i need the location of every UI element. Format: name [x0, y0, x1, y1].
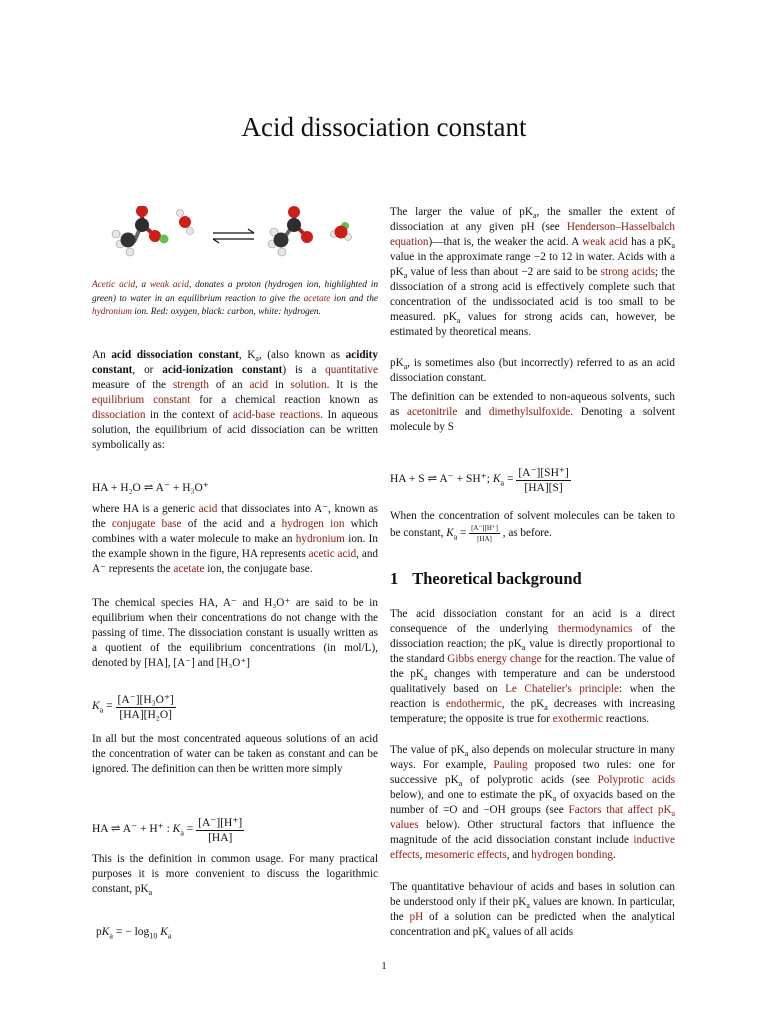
- equation-ka-water: $K_a$ = $\frac{\text{[A⁻][H₃O⁺]}}{\text{[HA][H₂O]}}$: [92, 694, 174, 721]
- link-acid-base-reactions[interactable]: acid-base reactions: [232, 409, 321, 421]
- link-conjugate-base[interactable]: conjugate base: [111, 518, 182, 530]
- structure-paragraph: The value of $pK_a$ also depends on molecular structure in many ways. For example, Pauling proposed two rules: one for successive $pK_a$ of polyprotic acids (see Polyprotic acids below), and one to estimate the $pK_a$ of oxyacids based on the number of =O and −OH groups (see Factors that affect $pK_a$ values below). Other structural factors that influence the magnitude of the acid dissociation constant include inductive effects, mesomeric effects, and hydrogen bonding.: [390, 744, 676, 861]
- link-acetic-acid-2[interactable]: acetic acid: [308, 548, 357, 560]
- quantitative-paragraph: The quantitative behaviour of acids and bases in solution can be understood only if their $pK_a$ values are known. In particular, the pH of a solution can be predicted when the analytical concentration and $pK_a$ values of all acids: [390, 881, 675, 941]
- link-endothermic[interactable]: endothermic: [445, 698, 502, 710]
- reaction-figure: [108, 206, 378, 273]
- equation-pka: $pK_a$ = − $\log_{10} K_a$: [96, 926, 172, 941]
- link-strong-acids[interactable]: strong acids: [600, 266, 655, 278]
- water-paragraph: In all but the most concentrated aqueous solutions of an acid the concentration of water can be taken as constant and can be ignored. The definition can then be written more simply: [92, 733, 378, 775]
- link-acid-2[interactable]: acid: [198, 503, 218, 515]
- link-mesomeric-effects[interactable]: mesomeric effects: [425, 849, 507, 861]
- equation-ka-simple: HA ⇌ A⁻ + H⁺ : $K_a$ = $\frac{[A^-][H^+]}{[HA]}$: [92, 817, 243, 844]
- link-ph[interactable]: pH: [409, 911, 424, 923]
- equation-dissociation: HA + H₂O ⇌ A⁻ + H₃O⁺: [92, 482, 209, 494]
- acetate-ion-molecule: [268, 206, 313, 256]
- link-acetic-acid[interactable]: Acetic acid: [92, 280, 136, 290]
- link-weak-acid-2[interactable]: weak acid: [582, 236, 628, 248]
- species-paragraph: The chemical species HA, A⁻ and H₃O⁺ are said to be in equilibrium when their concentrations do not change with the passing of time. The dissociation constant is usually written as a quotient of the equilibrium concentrations (in mol/L), denoted by [HA], [A⁻] and [H₃O⁺]: [92, 597, 378, 669]
- link-acetate[interactable]: acetate: [303, 293, 331, 304]
- link-strength[interactable]: strength: [172, 379, 209, 391]
- link-inductive-effects[interactable]: inductive effects: [390, 834, 675, 861]
- link-acetonitrile[interactable]: acetonitrile: [407, 406, 458, 418]
- theory-paragraph: The acid dissociation constant for an acid is a direct consequence of the underlying thermodynamics of the dissociation reaction; the $pK_a$ value is directly proportional to the standard Gibbs energy change for the reaction. The value of the $pK_a$ changes with temperature and can be understood qualitatively based on Le Chatelier's principle: when the reaction is endothermic, the $pK_a$ decreases with increasing temperature; the opposite is true for exothermic reactions.: [390, 608, 676, 725]
- link-polyprotic-acids[interactable]: Polyprotic acids: [597, 774, 675, 786]
- section-heading-theoretical-background: 1 Theoretical background: [390, 569, 582, 588]
- page-number: 1: [381, 960, 387, 972]
- link-hydronium-2[interactable]: hydronium: [295, 533, 345, 545]
- link-henderson-hasselbalch[interactable]: Henderson–Hasselbalch equation: [390, 221, 675, 248]
- figure-caption: Acetic acid, a weak acid, donates a proton (hydrogen ion, highlighted in green) to water in an equilibrium reaction to give the acetate ion and the hydronium ion. Red: oxygen, black: carbon, white: hydrogen.: [92, 280, 379, 317]
- link-hydrogen-ion[interactable]: hydrogen ion: [281, 518, 345, 530]
- pka-note-paragraph: $pK_a$, is sometimes also (but incorrectly) referred to as an acid dissociation constant.: [390, 357, 675, 384]
- equilibrium-arrow: [213, 229, 254, 243]
- link-pauling[interactable]: Pauling: [493, 759, 528, 771]
- link-weak-acid[interactable]: weak acid: [149, 280, 189, 290]
- link-solution[interactable]: solution: [290, 379, 327, 391]
- larger-pka-paragraph: The larger the value of $pK_a$, the smaller the extent of dissociation at any given pH (see Henderson–Hasselbalch equation)—that is, the weaker the acid. A weak acid has a $pK_a$ value in the approximate range −2 to 12 in water. Acids with a $pK_a$ value of less than about −2 are said to be strong acids; the dissociation of a strong acid is effectively complete such that concentration of the undissociated acid is too small to be measured. $pK_a$ values for strong acids can, however, be estimated by theoretical means.: [390, 206, 676, 338]
- link-acid[interactable]: acid: [249, 379, 269, 391]
- non-aqueous-paragraph: The definition can be extended to non-aqueous solvents, such as acetonitrile and dimethylsulfoxide. Denoting a solvent molecule by S: [390, 391, 676, 433]
- water-molecule: [177, 210, 194, 235]
- link-exothermic[interactable]: exothermic: [552, 713, 604, 725]
- link-equilibrium-constant[interactable]: equilibrium constant: [92, 394, 191, 406]
- common-usage-paragraph: This is the definition in common usage. For many practical purposes it is more convenient to discuss the logarithmic constant, $pK_a$: [92, 853, 378, 898]
- hydronium-ion-molecule: [331, 222, 352, 241]
- link-factors-affect-pka[interactable]: Factors that affect $pK_a$ values: [390, 804, 676, 831]
- acetic-acid-molecule: [112, 206, 169, 256]
- acetic-acid-reaction-illustration: [108, 206, 378, 268]
- link-hydronium[interactable]: hydronium: [92, 307, 132, 317]
- equation-ka-solvent: HA + S ⇌ A⁻ + SH⁺; $K_a$ = $\frac{[A^-][SH^+]}{[HA][S]}$: [390, 467, 569, 494]
- solvent-constant-paragraph: When the concentration of solvent molecules can be taken to be constant, $K_a$ = $\frac{[A^-][H^+]}{[HA]}$ , as before.: [390, 510, 675, 543]
- link-quantitative[interactable]: quantitative: [325, 364, 378, 376]
- link-gibbs-energy-change[interactable]: Gibbs energy change: [447, 653, 542, 665]
- link-dimethylsulfoxide[interactable]: dimethylsulfoxide: [488, 406, 571, 418]
- page-title: Acid dissociation constant: [241, 112, 527, 142]
- link-acetate-2[interactable]: acetate: [173, 563, 205, 575]
- where-paragraph: where HA is a generic acid that dissociates into A⁻, known as the conjugate base of the acid and a hydrogen ion which combines with a water molecule to make an hydronium ion. In the example shown in the figure, HA represents acetic acid, and A⁻ represents the acetate ion, the conjugate base.: [92, 503, 379, 575]
- intro-paragraph: An acid dissociation constant, $K_a$, (also known as acidity constant, or acid-ionization constant) is a quantitative measure of the strength of an acid in solution. It is the equilibrium constant for a chemical reaction known as dissociation in the context of acid-base reactions. In aqueous solution, the equilibrium of acid dissociation can be written symbolically as:: [92, 349, 378, 451]
- link-le-chatelier[interactable]: Le Chatelier's principle: [505, 683, 619, 695]
- link-thermodynamics[interactable]: thermodynamics: [557, 623, 633, 635]
- link-dissociation[interactable]: dissociation: [92, 409, 146, 421]
- link-hydrogen-bonding[interactable]: hydrogen bonding: [531, 849, 613, 861]
